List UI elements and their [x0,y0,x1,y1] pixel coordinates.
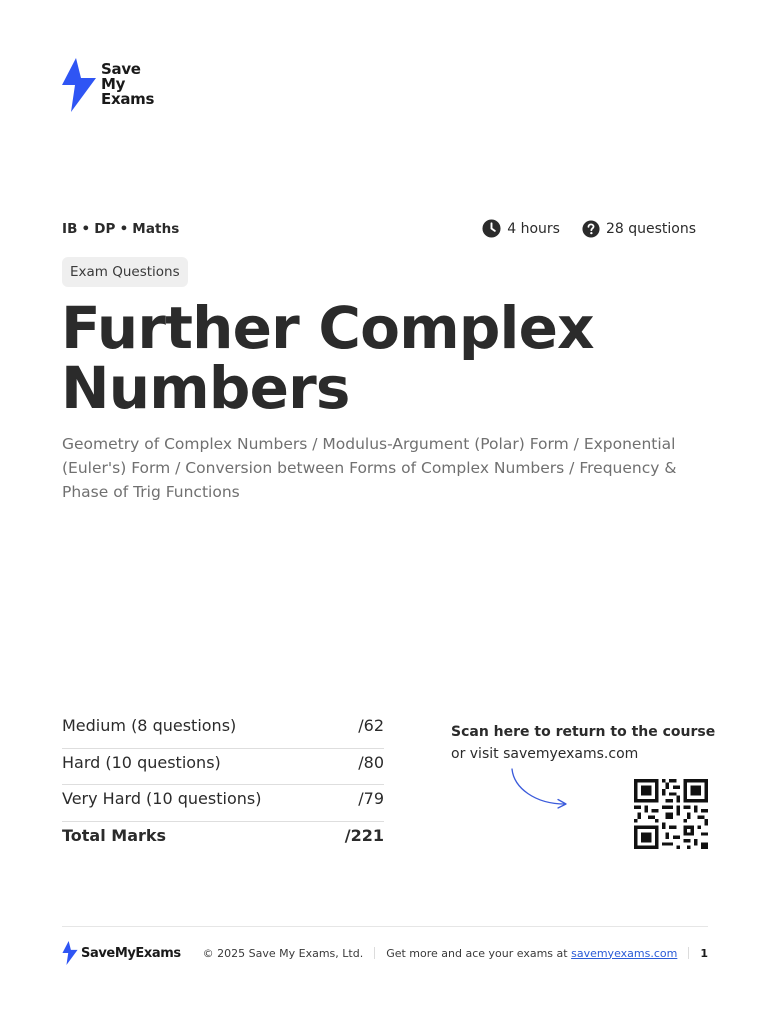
marks-row-value: /80 [358,752,384,772]
scan-prompt [451,721,715,765]
crumb-subject: Maths [132,220,180,237]
crumb-board: IB [62,220,78,237]
curved-arrow-icon [505,766,571,812]
scan-title: Scan here to return to the course [451,724,716,740]
question-circle-icon [582,220,600,238]
lightning-bolt-icon [61,58,97,112]
total-value: /221 [344,825,384,845]
footer [62,940,708,966]
marks-row-very-hard [62,785,384,822]
footer-info [203,947,708,960]
exam-stats [482,219,696,238]
page-title: Further Complex Numbers [61,294,594,422]
footer-logo[interactable] [62,941,181,965]
marks-row-label: Very Hard (10 questions) [62,789,262,808]
total-label: Total Marks [62,825,167,845]
logo-line-2: My [101,75,126,93]
website-link[interactable]: savemyexams.com [571,946,678,960]
marks-row-hard [62,749,384,786]
crumb-level: DP [94,220,116,237]
marks-row-total [62,822,384,859]
footer-separator [374,947,375,959]
qr-code[interactable] [634,779,708,849]
lightning-bolt-icon [62,941,78,965]
logo-line-3: Exams [101,90,155,108]
page-number: 1 [700,946,708,960]
copyright-text: © 2025 Save My Exams, Ltd. [202,946,364,960]
footer-cta [386,947,677,960]
footer-separator [688,947,689,959]
marks-row-value: /79 [358,789,384,808]
logo-line-1: Save [101,60,141,78]
marks-row-value: /62 [358,716,384,735]
duration-stat [482,219,560,238]
meta-row [62,219,696,238]
crumb-separator: • [119,220,129,237]
brand-logo[interactable] [61,58,154,112]
clock-icon [482,219,501,238]
questions-text: 28 questions [605,220,696,237]
footer-divider [62,926,708,927]
footer-brand-name: SaveMyExams [81,945,181,961]
logo-wordmark [101,62,154,107]
footer-cta-text: Get more and ace your exams at [386,946,572,960]
questions-stat [582,220,696,238]
duration-text: 4 hours [507,220,560,237]
crumb-separator: • [81,220,91,237]
marks-row-label: Medium (8 questions) [62,716,237,735]
marks-row-medium [62,712,384,749]
scan-subtitle: or visit savemyexams.com [451,746,639,762]
marks-row-label: Hard (10 questions) [62,752,221,772]
breadcrumb [62,221,179,237]
topic-list: Geometry of Complex Numbers / Modulus-Argument (Polar) Form / Exponential (Euler's) Form / Conversion between Forms of Complex Numbers / Frequency & Phase of Trig Functions [62,435,677,501]
content-type-badge: Exam Questions [62,257,188,287]
marks-summary [62,712,384,858]
